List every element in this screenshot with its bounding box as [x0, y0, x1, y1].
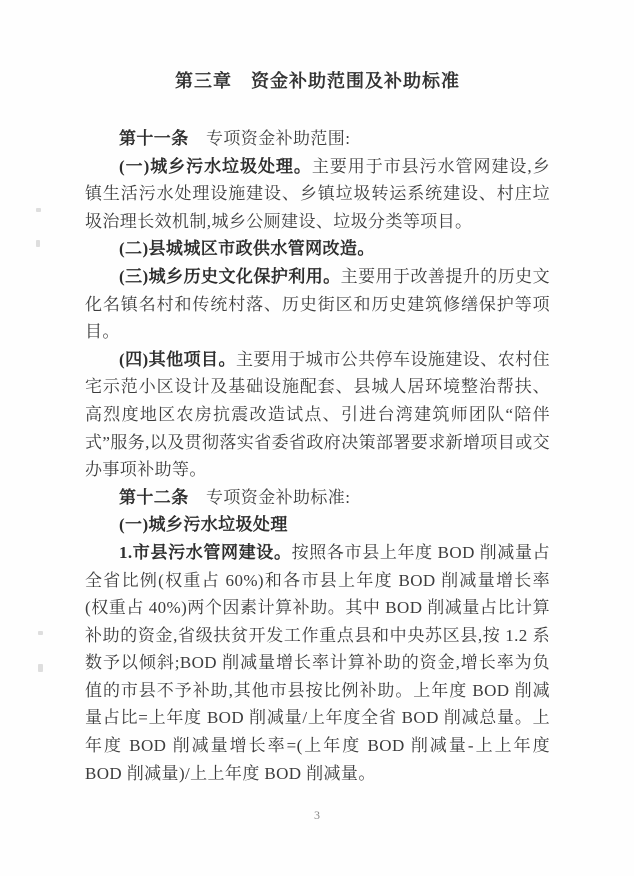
page-number: 3 [314, 808, 320, 822]
paragraph [85, 539, 550, 787]
chapter-title: 第三章 资金补助范围及补助标准 [175, 71, 460, 91]
paragraph [85, 511, 550, 539]
text-segment-bold: 1.市县污水管网建设。 [119, 542, 292, 562]
text-segment: 专项资金补助标准: [188, 487, 351, 507]
paragraph [85, 484, 550, 512]
text-segment: 主要用于城市公共停车设施建设、农村住宅示范小区设计及基础设施配套、县城人居环境整治帮扶、高烈度地区农房抗震改造试点、引进台湾建筑师团队“陪伴式”服务,以及贯彻落实省委省政府决策部署要求新增项目或交办事项补助等。 [85, 349, 550, 480]
paragraph [85, 346, 550, 484]
text-segment-bold: 第十一条 [119, 129, 189, 148]
text-segment: 主要用于改善提升的历史文化名镇名村和传统村落、历史街区和历史建筑修缮保护等项目。 [85, 266, 550, 342]
scan-artifact [38, 664, 43, 672]
scan-artifact [38, 631, 43, 635]
text-segment-bold: 第十二条 [119, 487, 189, 507]
text-segment: 主要用于市县污水管网建设,乡镇生活污水处理设施建设、乡镇垃圾转运系统建设、村庄垃圾治理长效机制,城乡公厕建设、垃圾分类等项目。 [85, 156, 550, 231]
paragraph [85, 235, 550, 263]
paragraph [85, 125, 550, 153]
text-segment: 按照各市县上年度 BOD 削减量占全省比例(权重占 60%)和各市县上年度 BOD 削减量增长率(权重占 40%)两个因素计算补助。其中 BOD 削减量占比计算补助的资金,省级扶贫开发工作重点县和中央苏区县,按 1.2 系数予以倾斜;BOD 削减量增长率计算补助的资金,增长率为负值的市县不予补助,其他市县按比例补助。上年度 BOD 削减量占比=上年度 BOD 削减量/上年度全省 BOD 削减总量。上年度 BOD 削减量增长率=(上年度 BOD 削减量-上上年度 BOD 削减量)/上上年度 BOD 削减量。 [85, 542, 550, 783]
scan-artifact [36, 240, 40, 247]
text-segment-bold: (四)其他项目。 [119, 349, 236, 369]
paragraph [85, 153, 550, 236]
text-segment-bold: (一)城乡污水垃圾处理 [119, 515, 288, 535]
text-segment-bold: (三)城乡历史文化保护利用。 [119, 266, 341, 286]
paragraph [85, 263, 550, 346]
document-body [85, 68, 550, 787]
paragraph-list [85, 125, 550, 787]
text-segment-bold: (一)城乡污水垃圾处理。 [119, 156, 312, 176]
scan-artifact [36, 208, 41, 212]
text-segment-bold: (二)县城城区市政供水管网改造。 [119, 239, 375, 259]
text-segment: 专项资金补助范围: [188, 129, 351, 148]
